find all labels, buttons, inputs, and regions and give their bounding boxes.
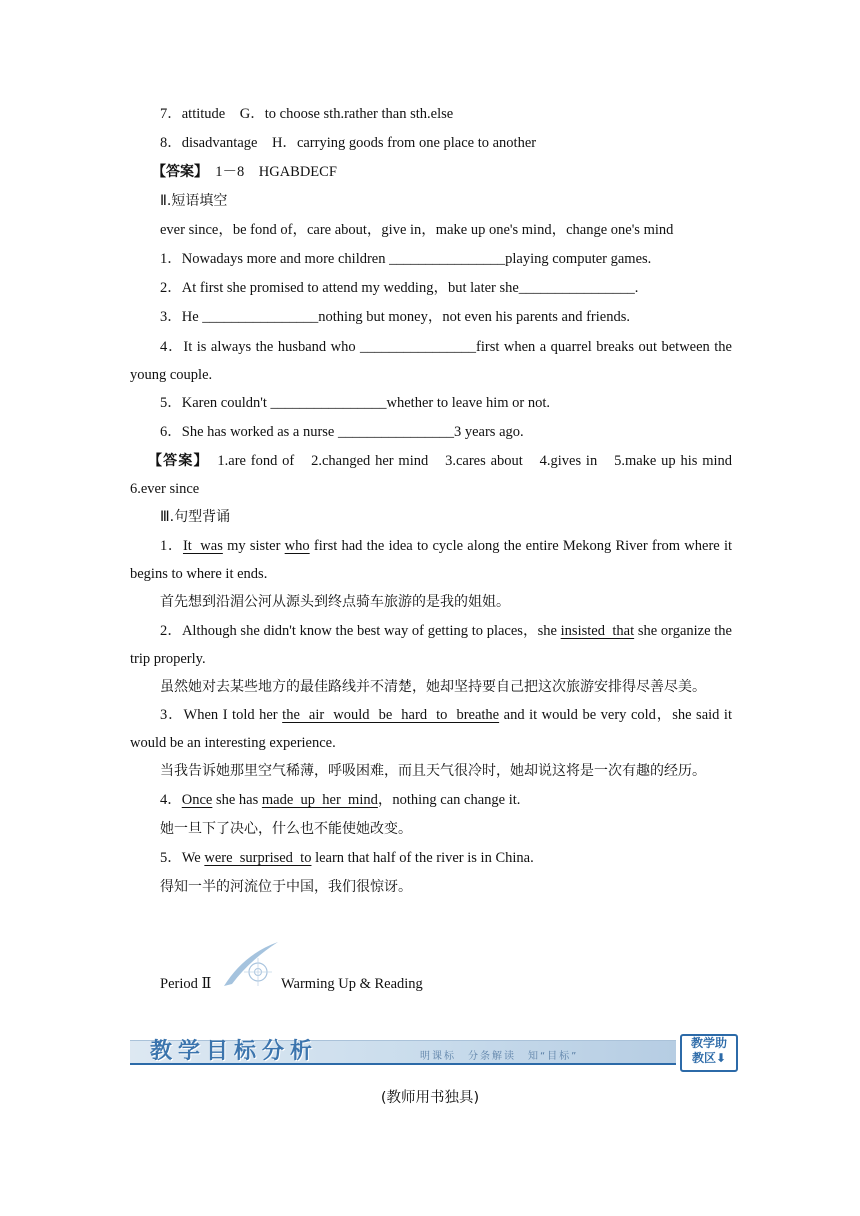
key-pattern: Once xyxy=(181,792,213,808)
sentence-text: ，nothing can change it. xyxy=(377,792,521,808)
sentence-text: first had the idea to cycle along the entire Mekong River from where it begins to where it ends. xyxy=(130,538,733,582)
compass-swoosh-icon xyxy=(220,940,280,992)
badge-line-2: 教区⬇ xyxy=(691,1051,727,1065)
sentence-2-translation: 虽然她对去某些地方的最佳路线并不清楚，她却坚持要自己把这次旅游安排得尽善尽美。 xyxy=(160,679,706,695)
sentence-text: learn that half of the river is in China. xyxy=(311,850,534,866)
match-item-7 xyxy=(130,100,732,129)
question-5: 5．Karen couldn't ________________whether to leave him or not. xyxy=(160,395,551,411)
sentence-text: my sister xyxy=(222,538,285,554)
sentence-text: Although she didn't know the best way of getting to places，she xyxy=(181,623,561,639)
sentence-number: 1． xyxy=(160,538,183,554)
matching-answer xyxy=(130,158,732,187)
sentence-text: We xyxy=(181,850,205,866)
item-letter: H． xyxy=(271,135,297,151)
badge-line-1: 教学助 xyxy=(690,1036,727,1050)
key-pattern: insisted that xyxy=(560,623,635,639)
sentence-1 xyxy=(130,532,732,588)
sentence-text: When I told her xyxy=(183,707,283,723)
banner-title: 教学目标分析 xyxy=(150,1039,319,1064)
question-6: 6．She has worked as a nurse ________________3 years ago. xyxy=(160,424,524,440)
key-pattern: the air would be hard to breathe xyxy=(282,707,500,723)
answer-text: 1.are fond of 2.changed her mind 3.cares about 4.gives in 5.make up his mind 6.ever since xyxy=(130,453,747,497)
item-definition: carrying goods from one place to another xyxy=(296,135,537,151)
sentence-number: 4． xyxy=(160,792,182,808)
period-header xyxy=(160,970,580,1010)
key-pattern: who xyxy=(284,538,310,554)
period-label: Period Ⅱ xyxy=(160,976,212,992)
sentence-3-translation: 当我告诉她那里空气稀薄，呼吸困难，而且天气很冷时，她却说这将是一次有趣的经历。 xyxy=(160,763,706,779)
phrases-answer xyxy=(130,447,747,503)
item-word: attitude xyxy=(181,106,226,122)
key-pattern: It was xyxy=(182,538,223,554)
section-heading-phrases: Ⅱ.短语填空 xyxy=(160,193,228,209)
sentence-number: 2． xyxy=(160,623,182,639)
sentence-text: and it would be very cold，she said it would be an interesting experience. xyxy=(130,707,732,751)
question-3: 3．He ________________nothing but money，not even his parents and friends. xyxy=(160,309,630,325)
question-2: 2．At first she promised to attend my wedding，but later she________________. xyxy=(160,280,639,296)
sentence-4 xyxy=(130,786,732,815)
key-pattern: made up her mind xyxy=(261,792,378,808)
sentence-4-translation: 她一旦下了决心，什么也不能使她改变。 xyxy=(160,821,412,837)
footer-note: (教师用书独具) xyxy=(380,1090,480,1106)
answer-text: 1－8 HGABDECF xyxy=(215,164,337,180)
banner-subtitle: 明课标 分条解读 知“目标” xyxy=(420,1051,579,1062)
section-banner xyxy=(130,1034,738,1070)
question-4: 4．It is always the husband who ________________first when a quarrel breaks out between the young couple. xyxy=(130,339,732,383)
question-1: 1．Nowadays more and more children ________________playing computer games. xyxy=(160,251,652,267)
sentence-1-translation: 首先想到沿湄公河从源头到终点骑车旅游的是我的姐姐。 xyxy=(160,594,510,610)
sentence-text: she has xyxy=(212,792,262,808)
document-body xyxy=(130,100,747,902)
teaching-aid-badge xyxy=(680,1034,738,1072)
match-item-8 xyxy=(130,129,732,158)
sentence-text: she organize the trip properly. xyxy=(130,623,732,667)
key-pattern: were surprised to xyxy=(204,850,312,866)
sentence-5-translation: 得知一半的河流位于中国，我们很惊讶。 xyxy=(160,879,412,895)
sentence-3 xyxy=(130,701,732,757)
item-letter: G． xyxy=(239,106,265,122)
period-title: Warming Up & Reading xyxy=(281,976,423,992)
answer-label: 【答案】 xyxy=(152,164,208,180)
phrase-bank: ever since，be fond of，care about，give in，make up one's mind，change one's mind xyxy=(160,222,674,238)
answer-label: 【答案】 xyxy=(148,453,202,469)
section-heading-sentences: Ⅲ.句型背诵 xyxy=(160,509,231,525)
sentence-number: 3． xyxy=(160,707,184,723)
item-word: disadvantage xyxy=(181,135,258,151)
item-number: 8． xyxy=(160,135,182,151)
sentence-number: 5． xyxy=(160,850,182,866)
sentence-5 xyxy=(130,844,732,873)
item-definition: to choose sth.rather than sth.else xyxy=(264,106,454,122)
item-number: 7． xyxy=(160,106,182,122)
sentence-2 xyxy=(130,617,732,673)
